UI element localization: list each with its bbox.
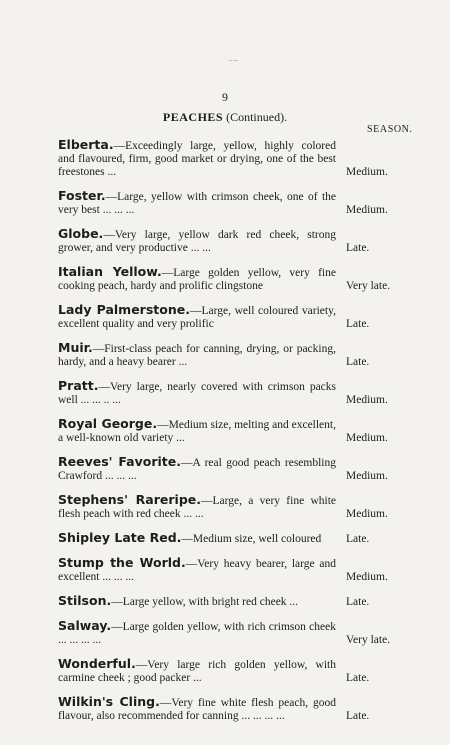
variety-name: Italian Yellow.	[58, 264, 162, 279]
stray-mark: ⁻⁻	[228, 58, 239, 69]
variety-description	[58, 493, 336, 521]
variety-name: Stilson.	[58, 593, 112, 608]
variety-name: Pratt.	[58, 378, 99, 393]
variety-description	[58, 341, 336, 369]
season-value: Late.	[346, 242, 370, 254]
variety-name: Salway.	[58, 618, 112, 633]
variety-entry	[58, 594, 408, 609]
variety-text: —Very fine white flesh peach, good flavour, also recommended for canning ... ... ... ...	[58, 697, 337, 722]
variety-text: —Large yellow, with bright red cheek ...	[111, 596, 299, 608]
variety-entry	[58, 303, 408, 331]
variety-description	[58, 189, 336, 217]
title-text: PEACHES	[162, 110, 224, 124]
season-value: Medium.	[346, 204, 388, 216]
page-title	[0, 110, 450, 125]
variety-description	[58, 455, 336, 483]
season-value: Medium.	[346, 166, 388, 178]
variety-description	[58, 303, 336, 331]
variety-text: —Large, a very fine white flesh peach with red cheek ... ...	[58, 495, 336, 520]
variety-description	[58, 227, 336, 255]
variety-name: Globe.	[58, 226, 104, 241]
variety-description	[58, 417, 336, 445]
variety-name: Foster.	[58, 188, 106, 203]
variety-text: —Very heavy bearer, large and excellent ... ... ...	[58, 558, 336, 583]
variety-text: —Very large, yellow dark red cheek, strong grower, and very productive ... ...	[58, 229, 336, 254]
variety-entry	[58, 341, 408, 369]
season-column-header: SEASON.	[367, 124, 413, 135]
variety-entry	[58, 138, 408, 179]
variety-entry	[58, 417, 408, 445]
variety-description	[58, 138, 336, 179]
season-value: Medium.	[346, 394, 388, 406]
variety-entry	[58, 493, 408, 521]
variety-name: Elberta.	[58, 137, 114, 152]
variety-entry	[58, 695, 408, 723]
variety-name: Stump the World.	[58, 555, 186, 570]
variety-text: —Large golden yellow, with rich crimson cheek ... ... ... ...	[58, 621, 336, 646]
variety-text: —Medium size, well coloured	[181, 533, 322, 545]
variety-entry	[58, 455, 408, 483]
season-value: Medium.	[346, 571, 388, 583]
variety-entry	[58, 227, 408, 255]
variety-text: —Very large rich golden yellow, with carmine cheek ; good packer ...	[58, 659, 336, 684]
variety-entry	[58, 531, 408, 546]
variety-entry	[58, 556, 408, 584]
variety-name: Shipley Late Red.	[58, 530, 182, 545]
variety-name: Reeves' Favorite.	[58, 454, 181, 469]
variety-description	[58, 556, 336, 584]
season-value: Very late.	[346, 634, 391, 646]
season-value: Late.	[346, 596, 370, 608]
variety-entry	[58, 619, 408, 647]
season-value: Late.	[346, 710, 370, 722]
season-value: Late.	[346, 672, 370, 684]
variety-description	[58, 531, 336, 546]
variety-description	[58, 657, 336, 685]
variety-text: —Medium size, melting and excellent, a well-known old variety ...	[58, 419, 336, 444]
variety-text: —Large, well coloured variety, excellent quality and very prolific	[58, 305, 336, 330]
variety-name: Royal George.	[58, 416, 158, 431]
variety-list	[58, 138, 408, 733]
variety-name: Wonderful.	[58, 656, 136, 671]
variety-entry	[58, 657, 408, 685]
variety-description	[58, 594, 336, 609]
season-value: Medium.	[346, 470, 388, 482]
season-value: Medium.	[346, 432, 388, 444]
variety-name: Wilkin's Cling.	[58, 694, 160, 709]
variety-entry	[58, 189, 408, 217]
variety-text: —A real good peach resembling Crawford ... ... ...	[58, 457, 336, 482]
variety-name: Muir.	[58, 340, 93, 355]
season-value: Late.	[346, 356, 370, 368]
variety-text: —First-class peach for canning, drying, or packing, hardy, and a heavy bearer ...	[58, 343, 336, 368]
season-value: Late.	[346, 318, 370, 330]
season-value: Very late.	[346, 280, 391, 292]
season-value: Late.	[346, 533, 370, 545]
page-number: 9	[222, 90, 228, 104]
variety-description	[58, 265, 336, 293]
variety-entry	[58, 379, 408, 407]
variety-description	[58, 379, 336, 407]
variety-text: —Large golden yellow, very fine cooking peach, hardy and prolific clingstone	[58, 267, 336, 292]
season-value: Medium.	[346, 508, 388, 520]
variety-text: —Large, yellow with crimson cheek, one of the very best ... ... ...	[58, 191, 336, 216]
variety-entry	[58, 265, 408, 293]
variety-name: Lady Palmerstone.	[58, 302, 190, 317]
variety-description	[58, 695, 336, 723]
title-suffix: (Continued).	[226, 110, 288, 124]
variety-text: —Exceedingly large, yellow, highly colored and flavoured, firm, good market or drying, one of the best freestones ...	[58, 140, 336, 178]
variety-name: Stephens' Rareripe.	[58, 492, 202, 507]
variety-text: —Very large, nearly covered with crimson packs well ... ... .. ...	[58, 381, 336, 406]
variety-description	[58, 619, 336, 647]
